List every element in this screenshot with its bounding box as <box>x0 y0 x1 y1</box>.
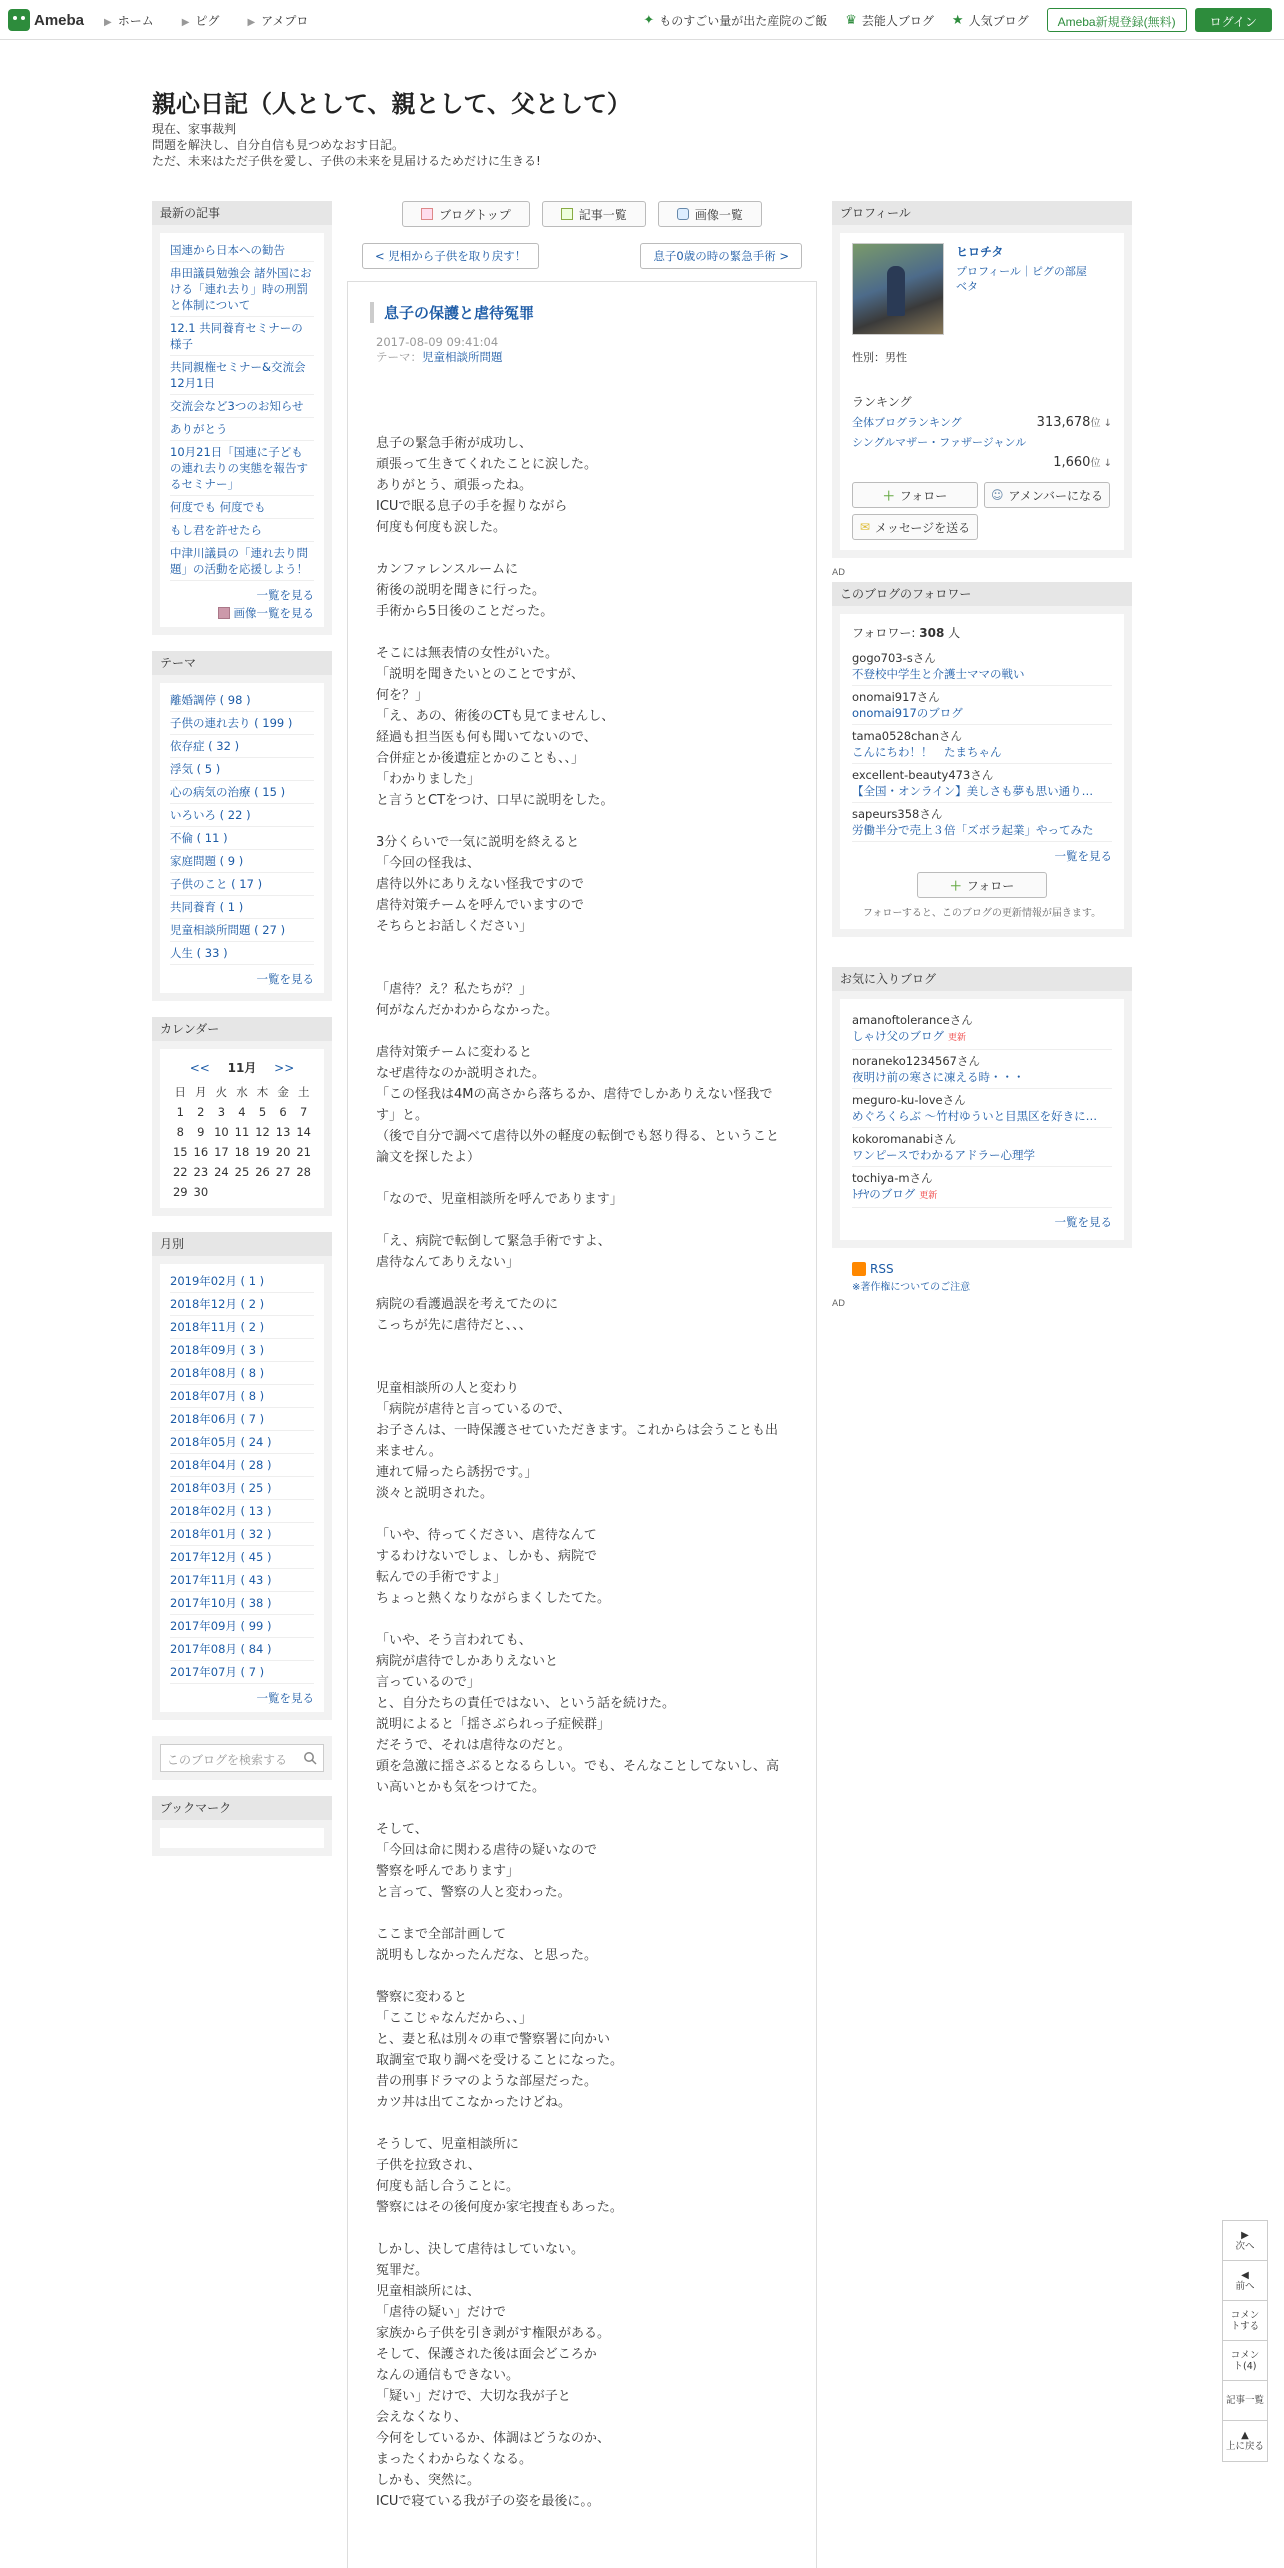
monthly-more-link[interactable]: 一覧を見る <box>256 1691 314 1705</box>
theme-link[interactable]: 離婚調停 ( 98 ) <box>170 689 314 712</box>
month-archive-link[interactable]: 2017年11月 ( 43 ) <box>170 1569 314 1592</box>
calendar-day: 2 <box>197 1105 205 1119</box>
recent-entry-link[interactable]: 12.1 共同養育セミナーの様子 <box>170 317 314 356</box>
rss-link[interactable] <box>852 1262 1132 1276</box>
rank-unit: 位 ↓ <box>1090 458 1112 469</box>
count-unit: 人 <box>944 626 961 640</box>
float-prev[interactable] <box>1223 2261 1267 2301</box>
calendar-grid <box>170 1082 314 1202</box>
nav-label: アメプロ <box>261 14 309 28</box>
article-body: 息子の緊急手術が成功し、 頑張って生きてくれたことに涙した。 ありがとう、頑張ったね。 ICUで眠る息子の手を握りながら 何度も何度も涙した。 カンファレンスルームに 術後の説明を聞きに行った。 手術から5日後のことだった。 そこには無表情の女性がいた。 「説明を聞きたいとのことですが、 何を？」 「え、あの、術後のCTも見てませんし、 経過も担当医も何も聞いてないので、 合併症とか後遺症とかのことも、、」 「わかりました」 と言うとCTをつけ、口早に説明をした。 3分くらいで一気に説明を終えると 「今回の怪我は、 虐待以外にありえない怪我ですので 虐待対策チームを呼んでいますので そちらとお話しください」 「虐待？え？私たちが？」 何がなんだかわからなかった。 虐待対策チームに変わると なぜ虐待なのか説明された。 「この怪我は4Mの高さから落ちるか、虐待でしかありえない怪我です」と。 （後で自分で調べて虐待以外の軽度の転倒でも怒り得る、ということ論文を探したよ） 「なので、児童相談所を呼んであります」 「え、病院で転倒して緊急手術ですよ、 虐待なんてありえない」 病院の看護過誤を考えてたのに こっちが先に虐待だと、、、 児童相談所の人と変わり 「病院が虐待と言っているので、 お子さんは、一時保護させていただきます。これからは会うことも出来ません。 連れて帰ったら誘拐です。」 淡々と説明された。 「いや、待ってください、虐待なんて するわけないでしょ、しかも、病院で 転んでの手術ですよ」 ちょっと熱くなりながらまくしたてた。 「いや、そう言われても、 病院が虐待でしかありえないと 言っているので」 と、自分たちの責任ではない、という話を続けた。 説明によると「揺さぶられっ子症候群」 だそうで、それは虐待なのだと。 頭を急激に揺さぶるとなるらしい。でも、そんなことしてないし、高い高いとかも気をつけてた。 そして、 「今回は命に関わる虐待の疑いなので 警察を呼んであります」 と言って、警察の人と変わった。 ここまで全部計画して 説明もしなかったんだな、と思った。 警察に変わると 「ここじゃなんだから、、」 と、妻と私は別々の車で警察署に向かい 取調室で取り調べを受けることになった。 昔の刑事ドラマのような部屋だった。 カツ丼は出てこなかったけどね。 そうして、児童相談所に 子供を拉致され、 何度も話し合うことに。 警察にはその後何度か家宅捜査もあった。 しかし、決して虐待はしていない。 冤罪だ。 児童相談所には、 「虐待の疑い」だけで 家族から子供を引き剥がす権限がある。 そして、保護された後は面会どころか なんの通信もできない。 「疑い」だけで、大切な我が子と 会えなくなり、 今何をしているか、体調はどうなのか、 まったくわからなくなる。 しかも、突然に。 ICUで寝ている我が子の姿を最後に。。 <box>376 436 780 2509</box>
global-header <box>0 0 1284 40</box>
search-placeholder: このブログを検索する <box>167 1753 288 1767</box>
plus-icon: ＋ <box>949 878 962 893</box>
article <box>347 281 817 2568</box>
rank-genre-value <box>1053 454 1112 470</box>
search-icon[interactable] <box>303 1751 317 1765</box>
month-archive-link[interactable]: 2019年02月 ( 1 ) <box>170 1270 314 1293</box>
next-entry-button[interactable]: 息子0歳の時の緊急手術 > <box>640 243 802 269</box>
monthly-header: 月別 <box>152 1232 332 1256</box>
favorites-header: お気に入りブログ <box>832 967 1132 991</box>
favorite-blog-row <box>852 1147 1112 1163</box>
month-archive-link[interactable]: 2018年12月 ( 2 ) <box>170 1293 314 1316</box>
weekday-label: 水 <box>236 1085 248 1099</box>
recent-entry-link[interactable]: 10月21日「国連に子どもの連れ去りの実態を報告するセミナー」 <box>170 441 314 496</box>
weekday-label: 土 <box>297 1085 310 1099</box>
follower-blog-link[interactable]: 不登校中学生と介護士ママの戦い <box>852 667 1025 681</box>
calendar-day <box>252 1182 273 1202</box>
amember-label: アメンバーになる <box>1008 488 1103 503</box>
recent-entry-link[interactable]: 国連から日本への勧告 <box>170 239 314 262</box>
favorite-user[interactable]: noraneko1234567さん <box>852 1054 980 1068</box>
tab-label: 記事一覧 <box>578 207 627 222</box>
float-label: 前へ <box>1235 2280 1255 2292</box>
theme-link[interactable]: いろいろ ( 22 ) <box>170 804 314 827</box>
profile-info <box>956 243 1087 335</box>
favorite-blog-link[interactable]: ﾄﾁﾔのブログ <box>852 1187 916 1201</box>
image-icon <box>218 607 230 619</box>
month-archive-link[interactable]: 2018年06月 ( 7 ) <box>170 1408 314 1431</box>
entry-pager <box>362 243 802 269</box>
theme-label: テーマ： <box>376 350 422 364</box>
popular-blog-link[interactable] <box>952 12 1029 29</box>
calendar-day: 18 <box>234 1145 250 1159</box>
blog-description <box>152 121 541 169</box>
theme-link[interactable]: 子供の連れ去り ( 199 ) <box>170 712 314 735</box>
desc-line: 現在、家事裁判 <box>152 122 237 136</box>
message-label: メッセージを送る <box>874 520 971 535</box>
recent-list <box>160 233 324 627</box>
calendar-day <box>211 1182 232 1202</box>
calendar-day: 3 <box>217 1105 226 1119</box>
header-right <box>643 8 1272 32</box>
calendar-day: 19 <box>255 1145 270 1159</box>
profile-header: プロフィール <box>832 201 1132 225</box>
rank-overall <box>852 414 1112 430</box>
floating-nav <box>1222 2220 1268 2462</box>
rank-genre-value-row <box>852 454 1112 470</box>
article-theme <box>376 350 788 365</box>
theme-header: テーマ <box>152 651 332 675</box>
favorites-more-link[interactable]: 一覧を見る <box>1054 1215 1112 1229</box>
float-label: コメント(4) <box>1230 2349 1260 2372</box>
follower-item <box>852 803 1112 842</box>
favorites-list <box>852 1009 1112 1208</box>
recent-entry-link[interactable]: 共同親権セミナー&交流会12月1日 <box>170 356 314 395</box>
article-meta <box>376 335 788 365</box>
recent-entry-link[interactable]: 何度でも 何度でも <box>170 496 314 519</box>
follower-item <box>852 647 1112 686</box>
prev-entry-button[interactable]: < 児相から子供を取り戻す！ <box>362 243 539 269</box>
logo-text: Ameba <box>34 11 85 29</box>
favorite-blog-link[interactable]: しゃけ父のブログ <box>852 1029 944 1043</box>
calendar-day: 9 <box>197 1125 205 1139</box>
left-sidebar <box>152 201 332 1872</box>
favorite-item <box>852 1167 1112 1208</box>
calendar-day: 1 <box>176 1105 184 1119</box>
blog-tabs <box>347 201 817 227</box>
calendar-next[interactable]: >> <box>274 1061 295 1075</box>
recent-entry-link[interactable]: 中津川議員の「連れ去り問題」の活動を応援しよう！ <box>170 542 314 581</box>
favorite-blog-row <box>852 1069 1112 1085</box>
month-archive-link[interactable]: 2017年10月 ( 38 ) <box>170 1592 314 1615</box>
float-comments-count[interactable] <box>1223 2341 1267 2381</box>
tab-label: ブログトップ <box>439 207 511 222</box>
popular-label: 人気ブログ <box>968 13 1029 28</box>
follow-note: フォローすると、このブログの更新情報が届きます。 <box>862 908 1102 919</box>
copyright-note-link[interactable]: ※著作権についてのご注意 <box>852 1282 971 1293</box>
theme-link[interactable]: 家庭問題 ( 9 ) <box>170 850 314 873</box>
theme-box <box>152 651 332 1001</box>
nav-label: ピグ <box>195 14 220 28</box>
follower-item <box>852 725 1112 764</box>
follower-user[interactable]: excellent-beauty473さん <box>852 768 994 782</box>
register-button[interactable]: Ameba新規登録(無料) <box>1047 8 1187 32</box>
follower-blog-link[interactable]: onomai917のブログ <box>852 706 963 720</box>
theme-link[interactable]: 不倫 ( 11 ) <box>170 827 314 850</box>
desc-line: ただ、未来はただ子供を愛し、子供の未来を見届けるためだけに生きる! <box>152 154 541 168</box>
calendar-box <box>152 1017 332 1216</box>
month-archive-link[interactable]: 2017年09月 ( 99 ) <box>170 1615 314 1638</box>
rank-genre-link[interactable]: シングルマザー・ファザージャンル <box>852 436 1027 449</box>
profile-gender: 性別：男性 <box>852 351 907 364</box>
favorites-inner <box>840 999 1124 1240</box>
favorites-box <box>832 967 1132 1248</box>
top-nav <box>104 12 336 29</box>
follower-user[interactable]: tama0528chanさん <box>852 729 963 743</box>
calendar-day: 8 <box>176 1125 184 1139</box>
theme-link[interactable]: 人生 ( 33 ) <box>170 942 314 965</box>
star-icon: ★ <box>951 12 964 28</box>
favorite-blog-link[interactable]: ワンピースでわかるアドラー心理学 <box>852 1148 1035 1162</box>
calendar-day: 21 <box>296 1145 311 1159</box>
favorite-user[interactable]: tochiya-mさん <box>852 1171 933 1185</box>
ranking-label: ランキング <box>852 395 912 409</box>
followers-inner <box>840 614 1124 929</box>
favorite-item <box>852 1128 1112 1167</box>
float-label: 記事一覧 <box>1225 2395 1264 2406</box>
weekday-label: 火 <box>215 1085 228 1099</box>
theme-link[interactable]: 浮気 ( 5 ) <box>170 758 314 781</box>
tab-blog-top[interactable] <box>402 201 530 227</box>
monthly-list <box>160 1264 324 1712</box>
calendar-day: 12 <box>255 1125 270 1139</box>
ameba-logo[interactable] <box>8 8 84 32</box>
calendar-day: 20 <box>275 1145 291 1159</box>
updated-badge: 更新 <box>948 1033 967 1043</box>
calendar-day: 4 <box>238 1105 246 1119</box>
recent-entries <box>152 201 332 635</box>
follower-item <box>852 764 1112 803</box>
recent-header: 最新の記事 <box>152 201 332 225</box>
tab-entry-list[interactable] <box>542 201 646 227</box>
calendar-day: 26 <box>255 1165 270 1179</box>
calendar-day: 25 <box>234 1165 250 1179</box>
calendar-day: 23 <box>193 1165 209 1179</box>
month-archive-link[interactable]: 2018年09月 ( 3 ) <box>170 1339 314 1362</box>
weekday-label: 月 <box>195 1085 207 1099</box>
amember-button[interactable] <box>984 482 1110 508</box>
weekday-label: 日 <box>174 1085 187 1099</box>
camera-icon <box>677 208 689 220</box>
arrow-left-icon: ◀ <box>1241 2269 1249 2281</box>
calendar-day: 30 <box>193 1185 209 1199</box>
nav-pigg[interactable] <box>182 12 220 29</box>
crown-icon: ♛ <box>845 12 857 28</box>
float-entry-list[interactable] <box>1223 2381 1267 2421</box>
nav-home[interactable] <box>104 12 154 29</box>
float-comment[interactable] <box>1223 2301 1267 2341</box>
main-content <box>347 201 817 2568</box>
rss-label: RSS <box>870 1262 894 1276</box>
celebrity-label: 芸能人ブログ <box>861 13 934 28</box>
calendar-day <box>293 1182 314 1202</box>
weekday-label: 木 <box>256 1085 269 1099</box>
calendar-day: 28 <box>296 1165 311 1179</box>
nav-amepro[interactable] <box>247 12 308 29</box>
follow-label: フォロー <box>966 878 1015 893</box>
profile-links[interactable]: プロフィール｜ピグの部屋 ベタ <box>956 265 1087 293</box>
right-sidebar <box>832 201 1132 1313</box>
rank-value: 1,660 <box>1053 455 1091 470</box>
month-archive-link[interactable]: 2017年08月 ( 84 ) <box>170 1638 314 1661</box>
float-label: コメントする <box>1230 2309 1260 2332</box>
followers-box <box>832 582 1132 937</box>
follower-blog-link[interactable]: 労働半分で売上３倍「ズボラ起業」やってみた <box>852 823 1094 837</box>
month-archive-link[interactable]: 2018年05月 ( 24 ) <box>170 1431 314 1454</box>
home-icon <box>421 208 433 220</box>
ad-label: AD <box>832 568 846 578</box>
month-archive-link[interactable]: 2018年08月 ( 8 ) <box>170 1362 314 1385</box>
list-icon <box>561 208 573 220</box>
follow-button[interactable] <box>852 482 978 508</box>
celebrity-blog-link[interactable] <box>845 12 934 29</box>
calendar-day: 17 <box>214 1145 229 1159</box>
recent-entry-link[interactable]: ありがとう <box>170 418 314 441</box>
bookmark-header: ブックマーク <box>152 1796 332 1820</box>
calendar-day: 16 <box>193 1145 209 1159</box>
calendar-day: 24 <box>214 1165 229 1179</box>
month-archive-link[interactable]: 2018年11月 ( 2 ) <box>170 1316 314 1339</box>
follower-user[interactable]: gogo703-sさん <box>852 651 936 665</box>
sparkle-icon: ✦ <box>643 12 655 28</box>
rank-genre <box>852 434 1112 450</box>
month-archive-link[interactable]: 2018年03月 ( 25 ) <box>170 1477 314 1500</box>
image-list-link[interactable] <box>170 605 314 621</box>
follow-button-2[interactable] <box>917 872 1047 898</box>
chevron-right-icon: ▶ <box>181 17 190 28</box>
month-archive-link[interactable]: 2018年07月 ( 8 ) <box>170 1385 314 1408</box>
theme-link[interactable]: 児童相談所問題 ( 27 ) <box>170 919 314 942</box>
profile-top <box>852 243 1112 335</box>
favorite-user[interactable]: amanoftoleranceさん <box>852 1013 973 1027</box>
follower-user[interactable]: sapeurs358さん <box>852 807 943 821</box>
login-button[interactable]: ログイン <box>1195 8 1272 32</box>
calendar-day: 7 <box>300 1105 308 1119</box>
calendar-day: 22 <box>172 1165 188 1179</box>
rank-value: 313,678 <box>1036 415 1091 430</box>
calendar-day <box>273 1182 294 1202</box>
calendar-day: 14 <box>296 1125 311 1139</box>
favorite-item <box>852 1050 1112 1089</box>
rss-icon <box>852 1262 866 1276</box>
spacer <box>832 947 1132 967</box>
chevron-right-icon: ▶ <box>247 17 256 28</box>
follower-blog-link[interactable]: こんにちわ！！ たまちゃん <box>852 745 1002 759</box>
message-button[interactable] <box>852 514 978 540</box>
recent-entry-link[interactable]: 串田議員勉強会 諸外国における「連れ去り」時の刑罰と体制について <box>170 262 314 317</box>
float-label: 次へ <box>1235 2240 1255 2252</box>
rank-overall-value <box>1037 414 1112 430</box>
promo-label: ものすごい量が出た産院のご飯 <box>659 13 828 28</box>
article-date: 2017-08-09 09:41:04 <box>376 335 499 349</box>
calendar-day <box>232 1182 253 1202</box>
weekday-label: 金 <box>277 1085 289 1099</box>
followers-header: このブログのフォロワー <box>832 582 1132 606</box>
desc-line: 問題を解決し、自分自信も見つめなおす日記。 <box>152 138 405 152</box>
theme-more-link[interactable]: 一覧を見る <box>256 972 314 986</box>
calendar-nav <box>170 1059 314 1076</box>
favorite-blog-row <box>852 1028 1112 1046</box>
bookmark-box <box>152 1796 332 1856</box>
profile-name[interactable]: ヒロチタ <box>956 245 1004 259</box>
blog-title[interactable]: 親心日記（人として、親として、父として） <box>152 90 632 118</box>
favorite-blog-link[interactable]: めぐろくらぶ ～竹村ゆういと目黒区を好きに… <box>852 1109 1098 1123</box>
calendar-day: 5 <box>258 1105 267 1119</box>
follower-user[interactable]: onomai917さん <box>852 690 940 704</box>
calendar-day: 27 <box>275 1165 291 1179</box>
tab-label: 画像一覧 <box>694 207 743 222</box>
calendar-inner <box>160 1049 324 1208</box>
follow-label: フォロー <box>899 488 948 503</box>
favorite-user[interactable]: meguro-ku-loveさん <box>852 1093 966 1107</box>
blog-search <box>152 1736 332 1780</box>
month-archive-link[interactable]: 2017年12月 ( 45 ) <box>170 1546 314 1569</box>
favorite-item <box>852 1089 1112 1128</box>
float-label: 上に戻る <box>1225 2441 1264 2452</box>
rank-unit: 位 ↓ <box>1090 418 1112 429</box>
envelope-icon: ✉ <box>859 520 870 534</box>
profile-avatar[interactable] <box>852 243 944 335</box>
month-archive-link[interactable]: 2018年01月 ( 32 ) <box>170 1523 314 1546</box>
calendar-day: 29 <box>172 1185 188 1199</box>
float-next[interactable] <box>1223 2221 1267 2261</box>
profile-buttons <box>852 482 1112 540</box>
count-value: 308 <box>919 626 945 640</box>
rank-overall-link[interactable]: 全体ブログランキング <box>852 416 962 429</box>
arrow-up-icon: ▲ <box>1241 2430 1249 2441</box>
article-title[interactable]: 息子の保護と虐待冤罪 <box>370 302 788 323</box>
updated-badge: 更新 <box>919 1191 938 1201</box>
favorite-blog-row <box>852 1186 1112 1204</box>
calendar-header: カレンダー <box>152 1017 332 1041</box>
month-archive-link[interactable]: 2018年04月 ( 28 ) <box>170 1454 314 1477</box>
bookmark-inner <box>160 1828 324 1848</box>
calendar-month: 11月 <box>227 1061 257 1075</box>
arrow-right-icon: ▶ <box>1241 2229 1249 2241</box>
favorite-item <box>852 1009 1112 1050</box>
profile-inner <box>840 233 1124 550</box>
follower-blog-link[interactable]: 【全国・オンライン】美しさも夢も思い通り… <box>852 784 1094 798</box>
search-input[interactable] <box>160 1744 324 1772</box>
recent-entry-link[interactable]: もし君を許せたら <box>170 519 314 542</box>
follower-list <box>852 647 1112 842</box>
calendar-day: 11 <box>234 1125 250 1139</box>
favorite-blog-link[interactable]: 夜明け前の寒さに凍える時・・・ <box>852 1070 1025 1084</box>
ameba-logo-icon <box>8 9 30 31</box>
month-archive-link[interactable]: 2018年02月 ( 13 ) <box>170 1500 314 1523</box>
month-archive-link[interactable]: 2017年07月 ( 7 ) <box>170 1661 314 1684</box>
recent-entry-link[interactable]: 交流会など3つのお知らせ <box>170 395 314 418</box>
theme-link[interactable]: 共同養育 ( 1 ) <box>170 896 314 919</box>
theme-list <box>160 683 324 993</box>
followers-more-link[interactable]: 一覧を見る <box>1054 849 1112 863</box>
theme-link[interactable]: 子供のこと ( 17 ) <box>170 873 314 896</box>
article-theme-link[interactable]: 児童相談所問題 <box>422 350 503 364</box>
profile-box <box>832 201 1132 558</box>
follower-item <box>852 686 1112 725</box>
image-list-label: 画像一覧を見る <box>233 606 314 620</box>
ad-label-2: AD <box>832 1299 846 1309</box>
chevron-right-icon: ▶ <box>104 17 112 28</box>
calendar-day: 13 <box>275 1125 291 1139</box>
follower-count <box>852 624 1112 641</box>
calendar-prev[interactable]: << <box>189 1061 210 1075</box>
count-label: フォロワー: <box>852 626 920 640</box>
tab-image-list[interactable] <box>658 201 762 227</box>
promo-link[interactable] <box>643 12 827 29</box>
theme-link[interactable]: 依存症 ( 32 ) <box>170 735 314 758</box>
plus-icon: ＋ <box>882 488 895 503</box>
calendar-day: 15 <box>172 1145 188 1159</box>
calendar-day: 6 <box>279 1105 287 1119</box>
float-top[interactable] <box>1223 2421 1267 2461</box>
favorite-user[interactable]: kokoromanabiさん <box>852 1132 957 1146</box>
calendar-day: 10 <box>214 1125 229 1139</box>
favorite-blog-row <box>852 1108 1112 1124</box>
nav-label: ホーム <box>117 14 154 28</box>
monthly-box <box>152 1232 332 1720</box>
recent-more-link[interactable]: 一覧を見る <box>256 588 314 602</box>
people-icon: ☺ <box>991 488 1004 502</box>
theme-link[interactable]: 心の病気の治療 ( 15 ) <box>170 781 314 804</box>
